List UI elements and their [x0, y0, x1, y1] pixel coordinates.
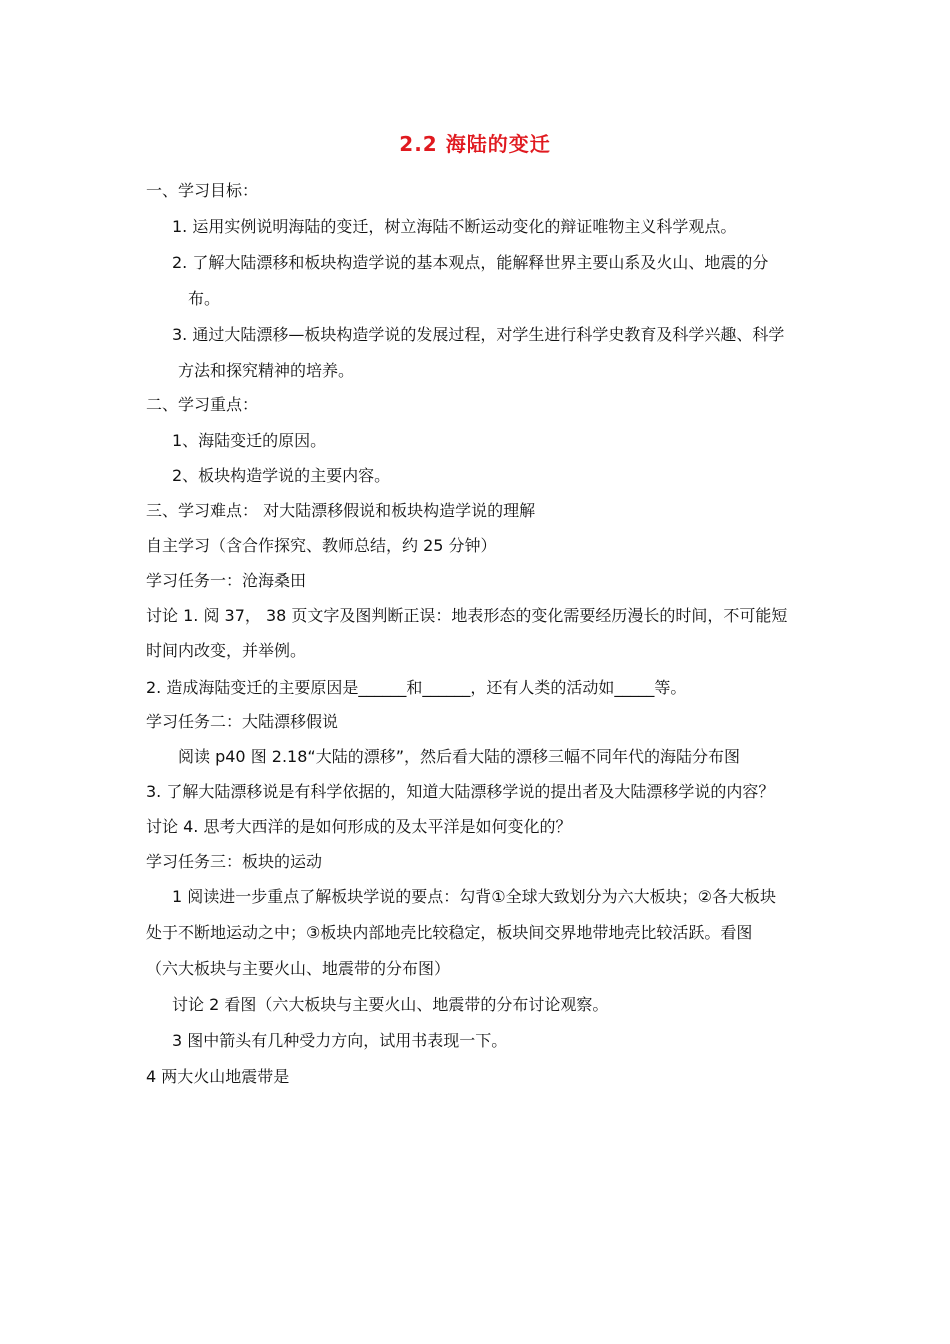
reading-instruction: 阅读 p40 图 2.18“大陆的漂移”，然后看大陆的漂移三幅不同年代的海陆分布图 — [178, 747, 740, 766]
discussion-1-continued: 时间内改变，并举例。 — [146, 641, 307, 660]
task-2-heading: 学习任务二：大陆漂移假说 — [146, 712, 339, 731]
plate-reading-1-continued: 处于不断地运动之中；③板块内部地壳比较稳定，板块间交界地带地壳比较活跃。看图 — [146, 923, 753, 942]
page-title: 2.2 海陆的变迁 — [399, 132, 551, 156]
task-1-heading: 学习任务一：沧海桑田 — [146, 571, 307, 590]
section-heading-key-points: 二、学习重点： — [146, 395, 259, 414]
discussion-4: 讨论 4. 思考大西洋的是如何形成的及太平洋是如何变化的？ — [146, 817, 572, 836]
key-point-2: 2、板块构造学说的主要内容。 — [172, 466, 391, 485]
section-heading-goals: 一、学习目标： — [146, 181, 259, 200]
goal-item-2: 2. 了解大陆漂移和板块构造学说的基本观点，能解释世界主要山系及火山、地震的分 — [172, 253, 769, 272]
plate-map-caption: （六大板块与主要火山、地震带的分布图） — [146, 959, 451, 978]
goal-item-2-continued: 布。 — [188, 289, 221, 308]
discussion-1: 讨论 1. 阅 37， 38 页文字及图判断正误：地表形态的变化需要经历漫长的时间，不可能短 — [146, 606, 788, 625]
question-4-belts: 4 两大火山地震带是 — [146, 1067, 290, 1086]
discussion-2: 讨论 2 看图（六大板块与主要火山、地震带的分布讨论观察。 — [172, 995, 609, 1014]
section-heading-difficulty: 三、学习难点： 对大陆漂移假说和板块构造学说的理解 — [146, 501, 536, 520]
goal-item-3: 3. 通过大陆漂移—板块构造学说的发展过程，对学生进行科学史教育及科学兴趣、科学 — [172, 325, 785, 344]
goal-item-3-continued: 方法和探究精神的培养。 — [178, 361, 355, 380]
key-point-1: 1、海陆变迁的原因。 — [172, 431, 327, 450]
self-study-heading: 自主学习（含合作探究、教师总结，约 25 分钟） — [146, 536, 497, 555]
question-2: 2. 造成海陆变迁的主要原因是______和______，还有人类的活动如_____等。 — [146, 678, 687, 697]
goal-item-1: 1. 运用实例说明海陆的变迁，树立海陆不断运动变化的辩证唯物主义科学观点。 — [172, 217, 737, 236]
task-3-heading: 学习任务三：板块的运动 — [146, 852, 323, 871]
plate-reading-1: 1 阅读进一步重点了解板块学说的要点：勾背①全球大致划分为六大板块；②各大板块 — [172, 887, 776, 906]
question-3: 3. 了解大陆漂移说是有科学依据的，知道大陆漂移学说的提出者及大陆漂移学说的内容？ — [146, 782, 775, 801]
question-3-arrows: 3 图中箭头有几种受力方向，试用书表现一下。 — [172, 1031, 508, 1050]
